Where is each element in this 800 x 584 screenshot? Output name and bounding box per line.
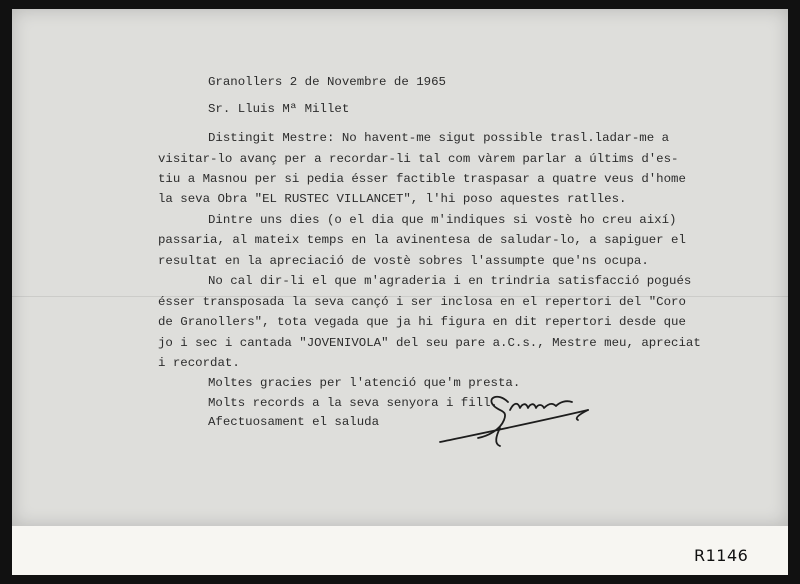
body-line: resultat en la apreciació de vostè sobres l'assumpte que'ns ocupa.: [158, 254, 649, 268]
recipient-line: Sr. Lluis Mª Millet: [208, 102, 350, 116]
archive-reference: R1146: [694, 546, 749, 565]
body-line: Molts records a la seva senyora i fill.: [208, 396, 498, 410]
body-line: visitar-lo avanç per a recordar-li tal com vàrem parlar a últims d'es-: [158, 152, 679, 166]
handwritten-signature: [438, 388, 598, 450]
body-line: ésser transposada la seva cançó i ser inclosa en el repertori del "Coro: [158, 295, 686, 309]
body-line: passaria, al mateix temps en la avinentesa de saludar-lo, a sapiguer el: [158, 233, 686, 247]
body-line: No cal dir-li el que m'agraderia i en trindria satisfacció pogués: [208, 274, 692, 288]
body-line: Dintre uns dies (o el dia que m'indiques si vostè ho creu així): [208, 213, 677, 227]
body-line: Moltes gracies per l'atenció que'm presta.: [208, 376, 521, 390]
body-line: jo i sec i cantada "JOVENIVOLA" del seu pare a.C.s., Mestre meu, apreciat: [158, 336, 701, 350]
body-line: Distingit Mestre: No havent-me sigut possible trasl.ladar-me a: [208, 131, 670, 145]
body-line: de Granollers", tota vegada que ja hi figura en dit repertori desde que: [158, 315, 686, 329]
date-line: Granollers 2 de Novembre de 1965: [208, 75, 446, 89]
body-line: i recordat.: [158, 356, 240, 370]
body-line: Afectuosament el saluda: [208, 415, 380, 429]
body-line: tiu a Masnou per si pedia ésser factible traspasar a quatre veus d'home: [158, 172, 686, 186]
body-line: la seva Obra "EL RUSTEC VILLANCET", l'hi poso aquestes ratlles.: [158, 192, 627, 206]
